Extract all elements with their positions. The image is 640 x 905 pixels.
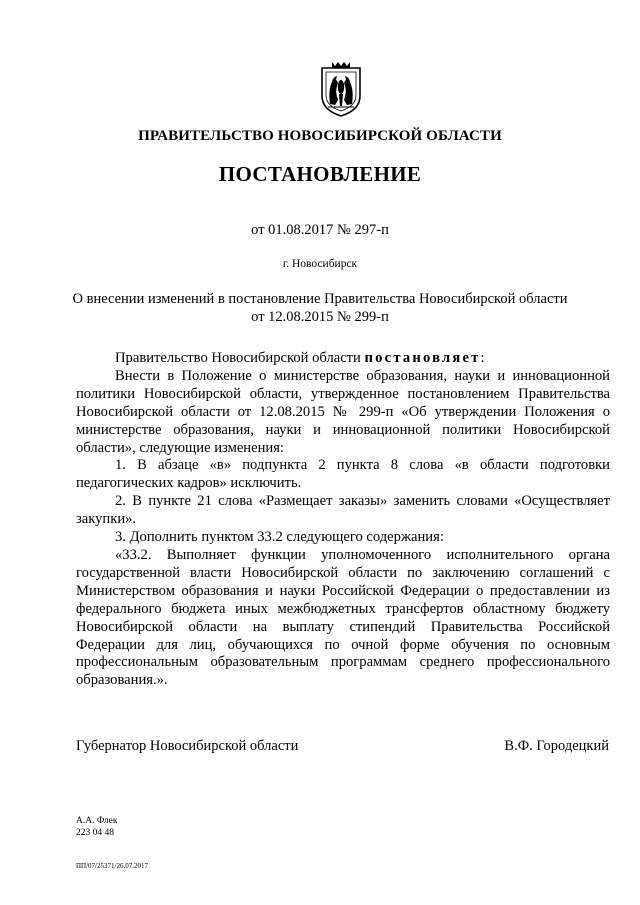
authority-title: ПРАВИТЕЛЬСТВО НОВОСИБИРСКОЙ ОБЛАСТИ [138, 128, 502, 144]
item-2-paragraph: 2. В пункте 21 слова «Размещает заказы» заменить словами «Осуществляет закупки». [76, 493, 610, 528]
executor-name: А.А. Флек [76, 816, 118, 826]
item-1-paragraph: 1. В абзаце «в» подпункта 2 пункта 8 слова «в области подготовки педагогических кадров» исключить. [76, 457, 610, 492]
novosibirsk-coat-of-arms-icon [318, 60, 364, 118]
subject-line-2: от 12.08.2015 № 299-п [251, 309, 389, 325]
document-type: ПОСТАНОВЛЕНИЕ [218, 162, 422, 186]
signatory-name: В.Ф. Городецкий [504, 738, 609, 754]
executor-block [76, 815, 117, 839]
preamble-colon: : [480, 350, 485, 366]
item-3-paragraph: 3. Дополнить пунктом 33.2 следующего содержания: [115, 529, 444, 546]
preamble-emphasis: постановляет [364, 350, 481, 366]
intro-paragraph: Внести в Положение о министерстве образования, науки и инновационной политики Новосибирской области, утвержденное постановлением Правительства Новосибирской области от 12.08.2015 № 299-п «Об утверждении Положения о министерстве образования, науки и инновационной политики Новосибирской области», следующие изменения: [76, 367, 610, 456]
preamble-paragraph [76, 350, 610, 368]
document-subject [0, 290, 640, 326]
document-id: ПП/07/25371/26.07.2017 [76, 862, 148, 870]
document-date-number: от 01.08.2017 № 297-п [251, 222, 389, 238]
document-city: г. Новосибирск [282, 258, 358, 270]
subject-line-1: О внесении изменений в постановление Правительства Новосибирской области [72, 291, 568, 307]
document-body [76, 350, 610, 690]
signatory-position: Губернатор Новосибирской области [76, 738, 299, 754]
quoted-clause-paragraph: «33.2. Выполняет функции уполномоченного исполнительного органа государственной власти Новосибирской области по заключению соглашений с Министерством образования и науки Российской Федерации о предоставлении из федерального бюджета иных межбюджетных трансфертов областному бюджету Новосибирской области на выплату стипендий Правительства Российской Федерации для лиц, обучающихся по очной форме обучения по основным профессиональным образовательным программам среднего профессионального образования.». [76, 546, 610, 689]
executor-phone: 223 04 48 [76, 828, 114, 838]
preamble-text: Правительство Новосибирской области [115, 350, 365, 366]
